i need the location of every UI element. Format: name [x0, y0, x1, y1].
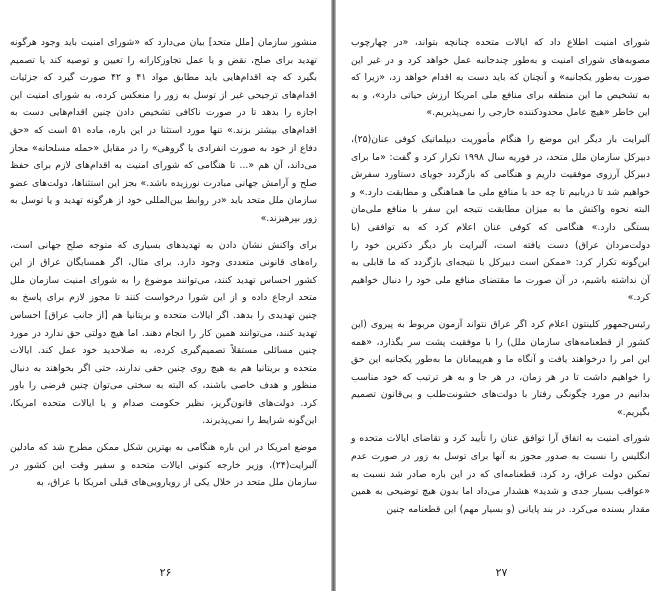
- left-page: [0, 0, 331, 591]
- right-paragraph-1: شورای امنیت اطلاع داد که ایالات متحده چنانچه بتواند، «در چهارچوب مصوبه‌های شورای امنیت و به‌طور چندجانبه عمل خواهد کرد و در غیر این صورت به‌طور یکجانبه» و آنچنان که باید دست به اقدام خواهد زد، «زیرا که به تشخیص ما این منطقه برای منافع ملی امریکا ارزش حیاتی دارد»، و به این خاطر «هیچ عامل محدودکننده خارجی را نمی‌پذیریم.»: [351, 37, 650, 119]
- right-page-number: ۲۷: [495, 566, 508, 579]
- left-page-number: ۲۶: [159, 566, 172, 579]
- book-spine: [331, 0, 336, 591]
- right-page: [337, 0, 666, 591]
- left-paragraph-1: منشور سازمان [ملل متحد] بیان می‌دارد که «شورای امنیت باید وجود هرگونه تهدید برای صلح، نقض و یا عمل تجاوزکارانه را تعیین و توصیه کند یا تصمیم بگیرد که چه اقدام‌هایی باید مطابق مواد ۴۱ و ۴۲ صورت گیرد که جزئیات اقدام‌های ترجیحی غیر از توسل به زور را منعکس کرده، به شورای امنیت این اجازه را بدهد تا در صورت ناکافی تشخیص دادن چنین اقدام‌هایی دست به اقدام‌های بیشتر بزند.» تنها مورد استثنا در این باره، ماده ۵۱ است که «حق دفاع از خود به صورت انفرادی یا گروهی» را در مقابل «حمله مسلحانه» مجاز می‌داند، آن هم «... تا هنگامی که شورای امنیت به اقدام‌های لازم برای حفظ صلح و آرامش جهانی مبادرت نورزیده باشد.» بجز این استثناها، دولت‌های عضو سازمان ملل متحد باید «در روابط بین‌المللی خود از هرگونه تهدید و یا توسل به زور بپرهیزند.»: [10, 37, 317, 224]
- left-paragraph-3: موضع امریکا در این باره هنگامی به بهترین شکل ممکن مطرح شد که مادلین آلبرایت(۲۴)، وزیر خارجه کنونی ایالات متحده و سفیر وقت این کشور در سازمان ملل متحد در خلال یکی از رویارویی‌های قبلی امریکا با عراق، به: [10, 442, 317, 489]
- right-paragraph-4: شورای امنیت به اتفاق آرا توافق عنان را تأیید کرد و تقاضای ایالات متحده و انگلیس را نسبت به صدور مجوز به آنها برای توسل به زور در صورت عدم تمکین دولت عراق، رد کرد. قطعنامه‌ای که در این باره صادر شد نسبت به «عواقب بسیار جدی و شدید» هشدار می‌داد اما بدون هیچ توضیحی به همین مقدار بسنده می‌کرد. در بند پایانی (و بسیار مهم) این قطعنامه چنین: [351, 433, 650, 515]
- right-paragraph-3: رئیس‌جمهور کلینتون اعلام کرد اگر عراق نتواند آزمون مربوط به پیروی (این کشور از قطعنامه‌های سازمان ملل) را با موفقیت پشت سر بگذارد، «همه این امر را درخواهند یافت و آنگاه ما و هم‌پیمانان ما به‌طور یکجانبه این حق را خواهیم داشت تا در هر زمان، در هر جا و به هر ترتیب که خود مناسب بدانیم در مورد چگونگی رفتار با دولت‌های خشونت‌طلب و بی‌قانون تصمیم بگیریم.»: [351, 318, 650, 418]
- left-paragraph-2: برای واکنش نشان دادن به تهدیدهای بسیاری که متوجه صلح جهانی است، راه‌های قانونی متعددی وجود دارد. برای مثال، اگر همسایگان عراق از این کشور احساس تهدید کنند، می‌توانند موضوع را به شورای امنیت سازمان ملل متحد ارجاع داده و از این شورا درخواست کنند تا مجوز لازم برای پاسخ به چنین تهدیدی را بدهد. اگر ایالات متحده و بریتانیا هم [از جانب عراق] احساس تهدید کنند، می‌توانند همین کار را انجام دهند. اما هیچ دولتی حق ندارد در مورد چنین مسائلی مستقلاً تصمیم‌گیری کرده، به صلاحدید خود عمل کند. ایالات متحده و بریتانیا هم به هیچ روی چنین حقی ندارند، حتی اگر بخواهند به دنبال منظور و هدف خاصی باشند، که البته به سختی می‌توان چنین فرضی را باور کرد. دولت‌های قانون‌گریز، نظیر حکومت صدام و یا ایالات متحده امریکا، این‌گونه شرایط را نمی‌پذیرند.: [10, 239, 317, 427]
- right-paragraph-2: آلبرایت بار دیگر این موضع را هنگام مأموریت دیپلماتیک کوفی عنان(۲۵)، دبیرکل سازمان ملل متحد، در فوریه سال ۱۹۹۸ تکرار کرد و گفت: «ما برای دبیرکل آرزوی موفقیت داریم و هنگامی که بازگردد جویای دستاورد سفرش خواهیم شد تا دریابیم تا چه حد با منافع ملی ما هماهنگی و مطابقت دارد.» و البته نحوه واکنش ما به میزان مطابقت نتیجه این سفر با منافع ملی‌مان بستگی دارد.» هنگامی که کوفی عنان اعلام کرد که به توافقی (با دولت‌مردان عراق) دست یافته است، آلبرایت بار دیگر دکترین خود را این‌گونه تکرار کرد: «ممکن است دبیرکل با نتیجه‌ای بازگردد که ما قابلی به آن نداشته باشیم، در آن صورت ما مقتضای منافع ملی خود را دنبال خواهیم کرد.»: [351, 133, 650, 304]
